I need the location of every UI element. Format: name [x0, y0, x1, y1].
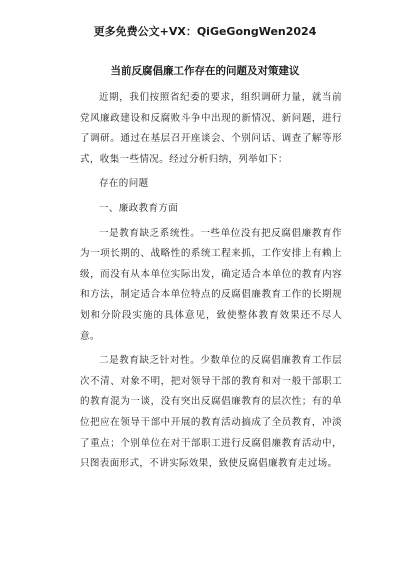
section-heading: 存在的问题 — [99, 178, 149, 190]
intro-paragraph: 近期，我们按照省纪委的要求，组织调研力量，就当前党风廉政建设和反腐败斗争中出现的新情况、新问题，进行了调研。通过在基层召开座谈会、个别问话、调查了解等形式，收集一些情况。经过分析归纳，列举如下： — [80, 92, 342, 165]
paragraph-targeted: 二是教育缺乏针对性。少数单位的反腐倡廉教育工作层次不清、对象不明，把对领导干部的教育和对一般干部职工的教育混为一谈，没有突出反腐倡廉教育的层次性；有的单位把应在领导干部中开展的教育活动搞成了全员教育，冲淡了重点；个别单位在对干部职工进行反腐倡廉教育活动中，只图表面形式，不讲实际效果，致使反腐倡廉教育走过场。 — [80, 355, 342, 470]
document-body — [80, 88, 342, 479]
paragraph-systematic: 一是教育缺乏系统性。一些单位没有把反腐倡廉教育作为一项长期的、战略性的系统工程来抓，工作安排上有赖上级，而没有从本单位实际出发，确定适合本单位的教育内容和方法，制定适合本单位特点的反腐倡廉教育工作的长期规划和分阶段实施的具体意见，致使整体教育效果还不尽人意。 — [80, 227, 342, 342]
watermark-header: 更多免费公文+VX：QiGeGongWen2024 — [93, 25, 317, 38]
document-title: 当前反腐倡廉工作存在的问题及对策建议 — [110, 65, 300, 77]
subsection-heading: 一、廉政教育方面 — [99, 202, 179, 214]
